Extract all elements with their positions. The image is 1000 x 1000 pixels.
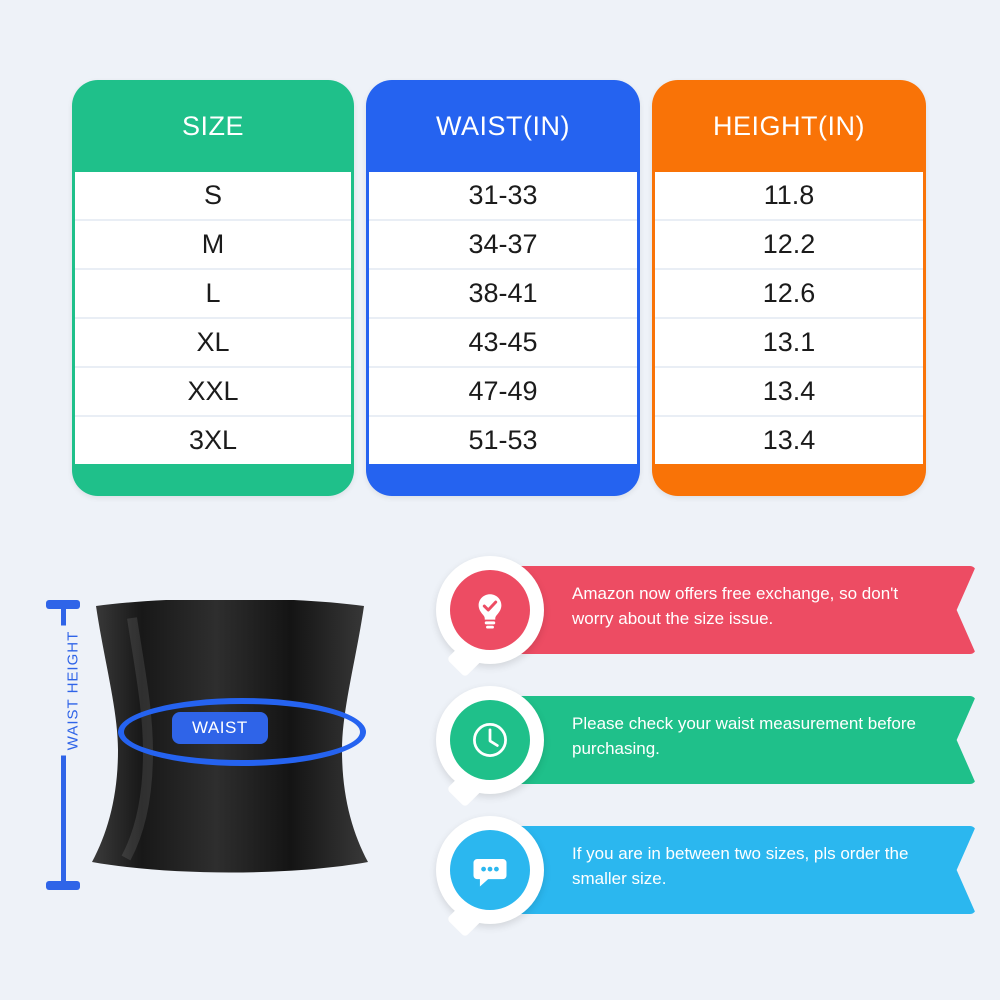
product-illustration <box>20 560 420 980</box>
note-icon-bubble <box>436 686 544 794</box>
table-cell: 13.4 <box>655 417 923 464</box>
note-item <box>436 556 976 664</box>
table-cell: 31-33 <box>369 172 637 221</box>
note-icon-bubble <box>436 816 544 924</box>
ruler-cap-bottom-icon <box>46 881 80 890</box>
column-header-size: SIZE <box>181 110 244 141</box>
table-cell: L <box>75 270 351 319</box>
note-text: If you are in between two sizes, pls order the smaller size. <box>572 844 909 888</box>
table-cell: XXL <box>75 368 351 417</box>
note-text: Please check your waist measurement before purchasing. <box>572 714 916 758</box>
waist-label: WAIST <box>172 712 268 744</box>
column-footer <box>72 464 354 496</box>
size-chart-column-size <box>72 80 354 496</box>
table-cell: 34-37 <box>369 221 637 270</box>
size-chart-column-waist <box>366 80 640 496</box>
note-text: Amazon now offers free exchange, so don't worry about the size issue. <box>572 584 899 628</box>
table-cell: S <box>75 172 351 221</box>
lightbulb-check-icon <box>450 570 530 650</box>
waist-height-ruler <box>46 600 80 890</box>
table-cell: 43-45 <box>369 319 637 368</box>
size-chart-table <box>72 80 928 496</box>
column-footer <box>366 464 640 496</box>
table-cell: 12.6 <box>655 270 923 319</box>
table-cell: 12.2 <box>655 221 923 270</box>
table-cell: 13.4 <box>655 368 923 417</box>
clock-icon <box>450 700 530 780</box>
table-cell: 13.1 <box>655 319 923 368</box>
note-icon-bubble <box>436 556 544 664</box>
table-cell: 3XL <box>75 417 351 464</box>
table-cell: 47-49 <box>369 368 637 417</box>
table-cell: 51-53 <box>369 417 637 464</box>
notes-list <box>436 556 976 946</box>
note-item <box>436 686 976 794</box>
size-chart-column-height <box>652 80 926 496</box>
table-cell: XL <box>75 319 351 368</box>
table-cell: 11.8 <box>655 172 923 221</box>
table-cell: M <box>75 221 351 270</box>
table-cell: 38-41 <box>369 270 637 319</box>
column-header-height: HEIGHT(IN) <box>713 110 865 141</box>
waist-trainer-belt <box>80 600 380 880</box>
column-header-waist: WAIST(IN) <box>436 110 570 141</box>
speech-bubble-icon <box>450 830 530 910</box>
column-footer <box>652 464 926 496</box>
note-item <box>436 816 976 924</box>
waist-height-label: WAIST HEIGHT <box>61 626 86 756</box>
